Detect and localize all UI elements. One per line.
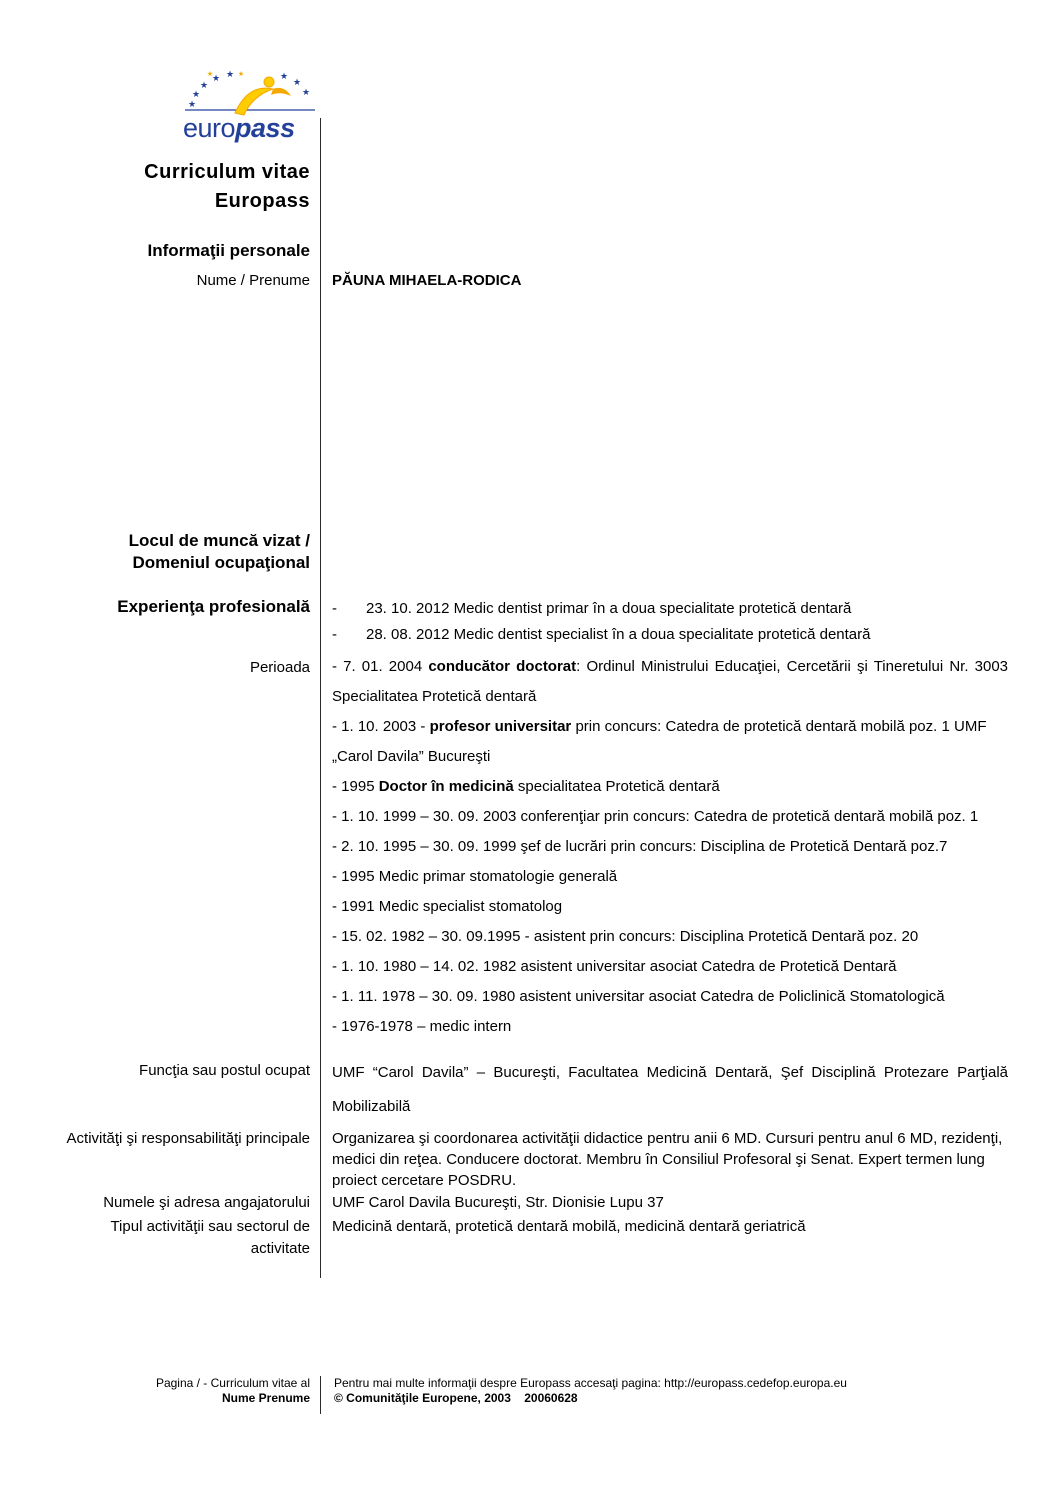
svg-text:★: ★ [199, 81, 209, 91]
period-entry: - 1. 11. 1978 – 30. 09. 1980 asistent universitar asociat Catedra de Policlinică Stomatologică [332, 988, 945, 1005]
period-entry: - 1. 10. 1980 – 14. 02. 1982 asistent universitar asociat Catedra de Protetică Dentară [332, 958, 897, 975]
period-entry: - 1995 Doctor în medicină specialitatea Protetică dentară [332, 778, 720, 795]
position-row [0, 1056, 1058, 1124]
experience-items [320, 596, 1058, 648]
period-entry: - 1991 Medic specialist stomatolog [332, 898, 563, 915]
position-value: UMF “Carol Davila” – Bucureşti, Facultatea Medicină Dentară, Şef Disciplină Protezare Parţială Mobilizabilă [332, 1064, 1008, 1115]
job-target-heading-line1: Locul de muncă vizat / [128, 531, 310, 550]
europass-logo-text [183, 113, 317, 143]
figure-head [264, 77, 274, 87]
svg-text:★: ★ [279, 72, 289, 82]
svg-text:★: ★ [187, 100, 197, 110]
period-label: Perioada [249, 659, 310, 676]
period-entry: - 1. 10. 1999 – 30. 09. 2003 conferenţiar prin concurs: Catedra de protetică dentară mobilă poz. 1 [332, 808, 979, 825]
figure-body [235, 88, 273, 115]
footer-page-info: Pagina / - Curriculum vitae al [155, 1376, 310, 1390]
logo-text-pass: pass [235, 113, 295, 143]
svg-text:★: ★ [206, 70, 214, 78]
svg-text:★: ★ [301, 88, 311, 98]
footer [0, 1376, 1058, 1406]
name-label: Nume / Prenume [196, 272, 310, 289]
footer-name-placeholder: Nume Prenume [221, 1391, 310, 1405]
name-value: PĂUNA MIHAELA-RODICA [332, 272, 522, 289]
activities-value: Organizarea şi coordonarea activităţii didactice pentru anii 6 MD. Cursuri pentru anul 6 MD, rezidenţi, medici din reţea. Conducere doctorat. Membru în Consiliul Profesoral şi Senat. Expert termen lung proiect cercetare POSDRU. [332, 1130, 1003, 1189]
page-title-line2: Europass [214, 190, 310, 212]
europass-logo [183, 70, 317, 143]
job-target-row [0, 530, 1058, 574]
activity-type-label-line1: Tipul activităţii sau sectorul de [110, 1218, 310, 1235]
period-entry: - 7. 01. 2004 conducător doctorat: Ordinul Ministrului Educaţiei, Cercetării şi Tineretului Nr. 3003 Specialitatea Protetică dentară [332, 658, 1009, 705]
svg-text:★: ★ [292, 78, 302, 88]
experience-heading: Experienţa profesională [117, 597, 310, 616]
logo-text-euro: euro [183, 113, 236, 143]
figure-arm [271, 88, 291, 96]
period-entry: - 1995 Medic primar stomatologie generală [332, 868, 618, 885]
footer-copyright: © Comunităţile Europene, 2003 20060628 [334, 1391, 578, 1405]
employer-label: Numele şi adresa angajatorului [103, 1194, 310, 1211]
svg-text:★: ★ [211, 74, 221, 84]
period-entry: - 1976-1978 – medic intern [332, 1018, 512, 1035]
period-row [0, 652, 1058, 1042]
experience-item: - 28. 08. 2012 Medic dentist specialist în a doua specialitate protetică dentară [332, 626, 871, 643]
period-entry: - 1. 10. 2003 - profesor universitar prin concurs: Catedra de protetică dentară mobilă poz. 1 UMF „Carol Davila” Bucureşti [332, 718, 987, 765]
employer-row [0, 1192, 1058, 1214]
activities-row [0, 1128, 1058, 1191]
activity-type-label-line2: activitate [250, 1240, 310, 1257]
employer-value: UMF Carol Davila Bucureşti, Str. Dionisie Lupu 37 [332, 1194, 664, 1211]
period-entry: - 2. 10. 1995 – 30. 09. 1999 şef de lucrări prin concurs: Disciplina de Protetică Dentară poz.7 [332, 838, 948, 855]
activities-label: Activităţi şi responsabilităţi principale [66, 1130, 310, 1147]
page-title [0, 158, 310, 216]
period-entry: - 15. 02. 1982 – 30. 09.1995 - asistent prin concurs: Disciplina Protetică Dentară poz. 20 [332, 928, 919, 945]
activity-type-value: Medicină dentară, protetică dentară mobilă, medicină dentară geriatrică [332, 1218, 806, 1235]
svg-text:★: ★ [225, 70, 235, 80]
period-entries [320, 652, 1058, 1042]
experience-item: - 23. 10. 2012 Medic dentist primar în a doua specialitate protetică dentară [332, 600, 852, 617]
svg-text:★: ★ [191, 90, 201, 100]
footer-europass-info: Pentru mai multe informaţii despre Europass accesaţi pagina: http://europass.cedefop.europa.eu [334, 1376, 847, 1390]
personal-info-heading: Informaţii personale [147, 241, 310, 260]
page-title-line1: Curriculum vitae [144, 161, 310, 183]
name-row [0, 270, 1058, 292]
personal-info-row [0, 240, 1058, 262]
title-row [0, 158, 1058, 216]
svg-text:★: ★ [237, 70, 245, 78]
activity-type-row [0, 1216, 1058, 1260]
experience-row [0, 596, 1058, 648]
europass-emblem-icon [183, 70, 317, 116]
job-target-heading-line2: Domeniul ocupaţional [132, 553, 310, 572]
position-label: Funcţia sau postul ocupat [139, 1062, 310, 1079]
